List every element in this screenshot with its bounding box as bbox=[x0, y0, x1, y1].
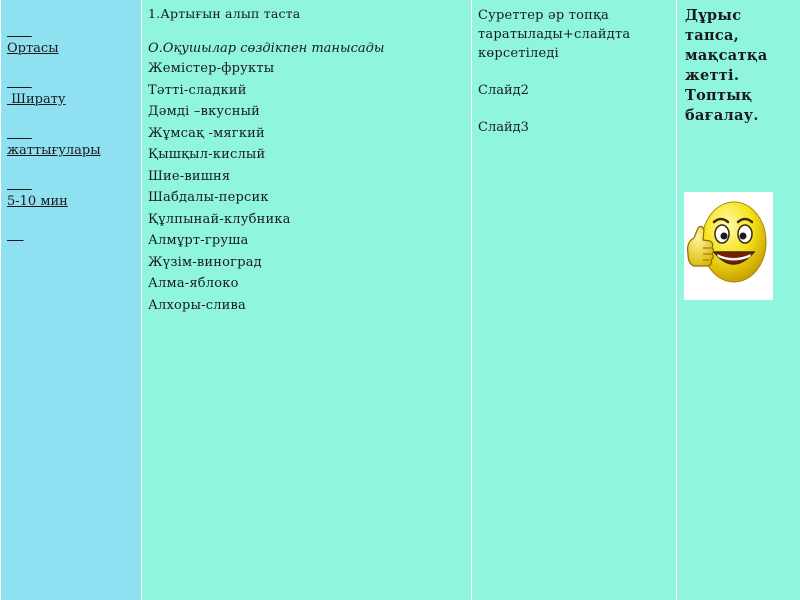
assessment-line-6: бағалау. bbox=[685, 107, 759, 124]
assessment-line-1: Дұрыс bbox=[685, 7, 742, 24]
stage-line-3: жаттығулары bbox=[7, 143, 101, 158]
vocab-item: Шие-вишня bbox=[148, 168, 231, 184]
stage-line-1: Ортасы bbox=[7, 41, 59, 56]
vocab-list bbox=[148, 58, 465, 316]
thumbs-up-smiley-icon bbox=[684, 192, 773, 300]
vocab-item: Алмұрт-груша bbox=[148, 233, 249, 248]
slide-3-label: Слайд3 bbox=[478, 120, 529, 135]
vocab-item: Жемістер-фрукты bbox=[148, 61, 275, 76]
vocab-item: Тәтті-сладкий bbox=[148, 82, 247, 98]
vocab-item: Жұмсақ -мягкий bbox=[148, 125, 265, 141]
stage-line-2: Ширату bbox=[7, 92, 66, 107]
vocab-item: Шабдалы-персик bbox=[148, 190, 269, 205]
vocab-item: Жүзім-виноград bbox=[148, 254, 262, 270]
stage-cell bbox=[0, 0, 142, 600]
assessment-line-3: мақсатқа bbox=[685, 47, 768, 64]
vocab-item: Дәмді –вкусный bbox=[148, 104, 261, 119]
assessment-line-2: тапса, bbox=[685, 27, 740, 44]
assessment-cell bbox=[677, 0, 800, 600]
slide-2-label: Слайд2 bbox=[478, 83, 529, 98]
vocab-intro: О.Оқушылар сөздікпен танысады bbox=[148, 41, 385, 56]
resources-line-3: көрсетіледі bbox=[478, 46, 559, 61]
assessment-line-5: Топтық bbox=[685, 87, 753, 104]
stage-line-4: 5-10 мин bbox=[7, 194, 68, 209]
vocab-item: Алма-яблоко bbox=[148, 276, 239, 291]
activity-cell bbox=[142, 0, 472, 600]
vocab-item: Қышқыл-кислый bbox=[148, 147, 266, 162]
assessment-line-4: жетті. bbox=[685, 67, 740, 84]
stage-label bbox=[7, 6, 135, 244]
vocab-item: Алхоры-слива bbox=[148, 297, 246, 313]
assessment-text bbox=[683, 6, 794, 126]
resources-line-2: таратылады+слайдта bbox=[478, 27, 631, 42]
resources-line-1: Суреттер әр топқа bbox=[478, 8, 610, 23]
task-heading: 1.Артығын алып таста bbox=[148, 6, 301, 21]
resources-cell bbox=[472, 0, 677, 600]
vocab-item: Құлпынай-клубника bbox=[148, 211, 291, 227]
